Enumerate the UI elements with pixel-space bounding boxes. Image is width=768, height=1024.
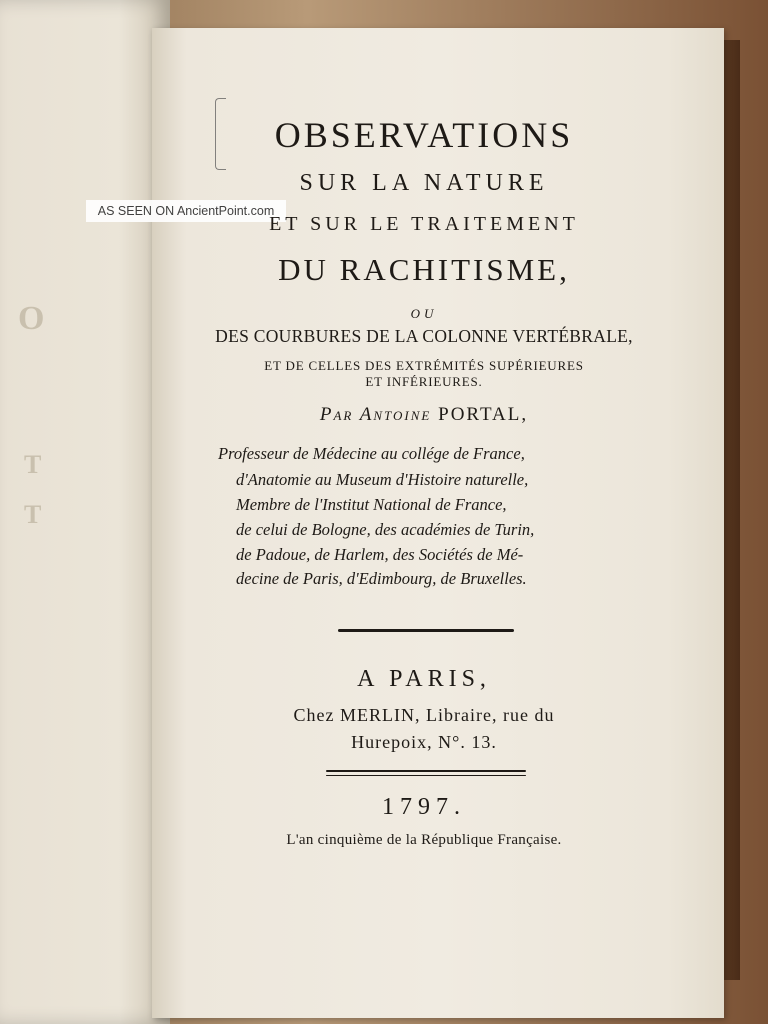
credential-line: de celui de Bologne, des académies de Turin,: [236, 520, 535, 539]
credential-line: Membre de l'Institut National de France,: [236, 495, 507, 514]
imprint-address: Hurepoix, N°. 13.: [351, 732, 497, 752]
subtitle-inferieures: ET INFÉRIEURES.: [365, 374, 483, 389]
divider-rule: [338, 629, 514, 632]
divider-rule-double-bottom: [326, 775, 526, 776]
title-rachitisme: DU RACHITISME,: [278, 252, 570, 287]
imprint-year: 1797.: [382, 794, 466, 820]
left-page: O T T: [0, 0, 170, 1024]
subtitle-courbures: DES COURBURES DE LA COLONNE VERTÉBRALE,: [215, 326, 633, 346]
imprint-republic-year: L'an cinquième de la République Française.: [286, 832, 562, 848]
title-sur-la-nature: SUR LA NATURE: [299, 170, 549, 196]
imprint-publisher: Chez MERLIN, Libraire, rue du: [293, 705, 555, 725]
imprint-place: A PARIS,: [357, 666, 491, 692]
author-line: [40, 404, 768, 426]
title-traitement: ET SUR LE TRAITEMENT: [269, 213, 579, 235]
subtitle-extremites: ET DE CELLES DES EXTRÉMITÉS SUPÉRIEURES: [264, 358, 584, 373]
title-ou: OU: [410, 306, 438, 321]
title-observations: OBSERVATIONS: [274, 115, 574, 155]
author-prefix: Par Antoine: [319, 404, 432, 425]
divider-rule-double-top: [326, 770, 526, 772]
credential-line: decine de Paris, d'Edimbourg, de Bruxelles.: [236, 569, 527, 588]
watermark-banner: AS SEEN ON AncientPoint.com: [86, 200, 286, 222]
credential-line: de Padoue, de Harlem, des Sociétés de Mé-: [236, 545, 524, 564]
credential-line: d'Anatomie au Museum d'Histoire naturelle,: [236, 470, 529, 489]
author-name: PORTAL,: [438, 404, 529, 425]
credential-line: Professeur de Médecine au collége de France,: [218, 444, 525, 463]
